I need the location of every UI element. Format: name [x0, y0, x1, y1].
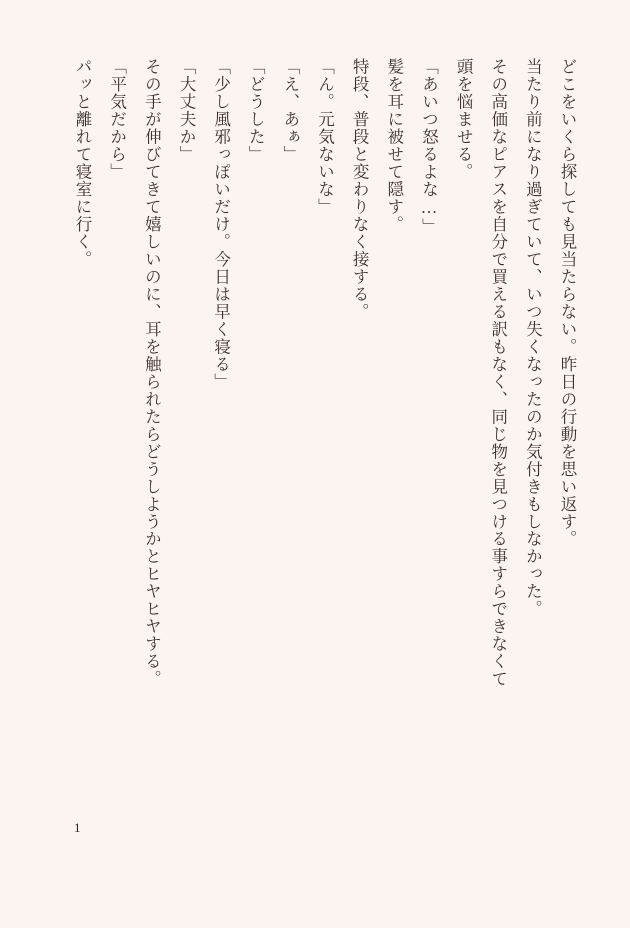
text-line: 「大丈夫か」 — [176, 58, 196, 163]
text-line: その高価なピアスを自分で買える訳もなく、同じ物を見つける事すらできなくて — [488, 58, 508, 688]
text-line: 「少し風邪っぽいだけ。今日は早く寝る」 — [211, 58, 231, 391]
page-number: 1 — [74, 820, 81, 835]
text-line: 頭を悩ませる。 — [454, 58, 474, 181]
text-line: パッと離れて寝室に行く。 — [73, 58, 93, 268]
vertical-body-text — [73, 58, 584, 818]
text-line: 「どうした」 — [246, 58, 266, 163]
text-line: 「え、あぁ」 — [280, 58, 300, 163]
text-line: どこをいくら探しても見当たらない。昨日の行動を思い返す。 — [558, 58, 577, 548]
text-line: 特段、普段と変わりなく接する。 — [350, 58, 370, 321]
text-line: 「あいつ怒るよな…」 — [419, 58, 439, 236]
text-line: 「ん。元気ないな」 — [315, 58, 335, 216]
text-line: 当たり前になり過ぎていて、いつ失くなったのか気付きもしなかった。 — [523, 58, 543, 618]
text-line: 「平気だから」 — [107, 58, 127, 181]
text-line: その手が伸びてきて嬉しいのに、耳を触られたらどうしようかとヒヤヒヤする。 — [142, 58, 162, 688]
text-line: 髪を耳に被せて隠す。 — [384, 58, 404, 233]
